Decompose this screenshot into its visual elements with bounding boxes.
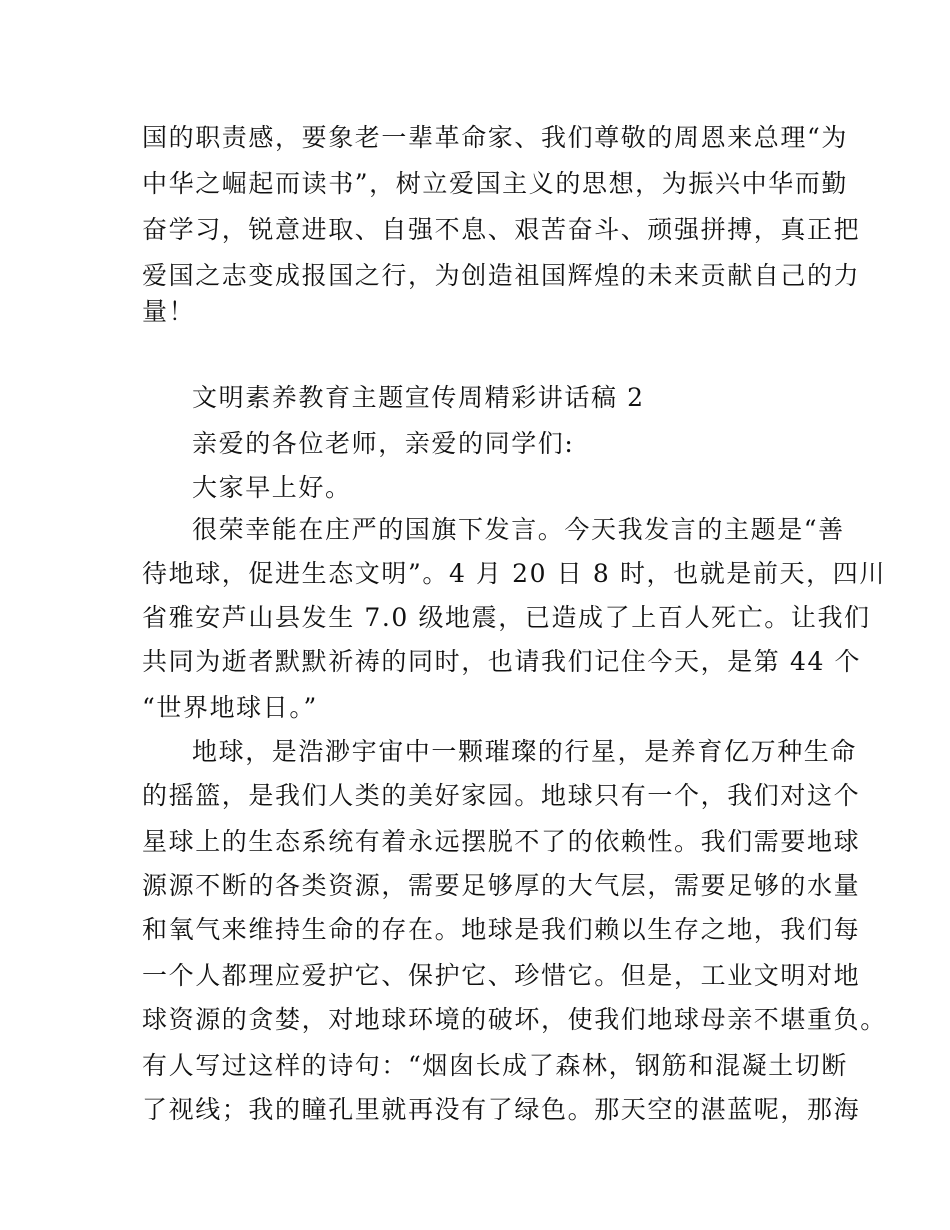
text-line: 共同为逝者默默祈祷的同时，也请我们记住今天，是第 44 个 — [142, 647, 862, 676]
text-line: 国的职责感，要象老一辈革命家、我们尊敬的周恩来总理“为 — [142, 123, 848, 152]
speech-greeting: 亲爱的各位老师，亲爱的同学们: — [192, 429, 575, 458]
text-line: 源源不断的各类资源，需要足够厚的大气层，需要足够的水量 — [142, 871, 861, 900]
text-line: 星球上的生态系统有着永远摆脱不了的依赖性。我们需要地球 — [142, 827, 861, 856]
speech-morning: 大家早上好。 — [192, 473, 352, 502]
text-line: 待地球，促进生态文明”。4 月 20 日 8 时，也就是前天，四川 — [142, 559, 886, 588]
text-line: 了视线；我的瞳孔里就再没有了绿色。那天空的湛蓝呢，那海 — [142, 1095, 861, 1124]
speech-title: 文明素养教育主题宣传周精彩讲话稿 2 — [192, 383, 645, 412]
text-line: 省雅安芦山县发生 7.0 级地震，已造成了上百人死亡。让我们 — [142, 603, 871, 632]
text-line: 量！ — [142, 297, 196, 326]
text-line: 爱国之志变成报国之行，为创造祖国辉煌的未来贡献自己的力 — [142, 261, 861, 290]
text-line: 地球，是浩渺宇宙中一颗璀璨的行星，是养育亿万种生命 — [192, 737, 858, 766]
text-line: 一个人都理应爱护它、保护它、珍惜它。但是，工业文明对地 — [142, 961, 861, 990]
text-line: 中华之崛起而读书”，树立爱国主义的思想，为振兴中华而勤 — [142, 169, 848, 198]
text-line: “世界地球日。” — [142, 693, 318, 722]
text-line: 和氧气来维持生命的存在。地球是我们赖以生存之地，我们每 — [142, 915, 861, 944]
text-line: 奋学习，锐意进取、自强不息、艰苦奋斗、顽强拼搏，真正把 — [142, 215, 861, 244]
text-line: 有人写过这样的诗句：“烟囱长成了森林，钢筋和混凝土切断 — [142, 1051, 848, 1080]
text-line: 很荣幸能在庄严的国旗下发言。今天我发言的主题是“善 — [192, 515, 845, 544]
text-line: 球资源的贪婪，对地球环境的破坏，使我们地球母亲不堪重负。 — [142, 1005, 887, 1034]
text-line: 的摇篮，是我们人类的美好家园。地球只有一个，我们对这个 — [142, 781, 861, 810]
